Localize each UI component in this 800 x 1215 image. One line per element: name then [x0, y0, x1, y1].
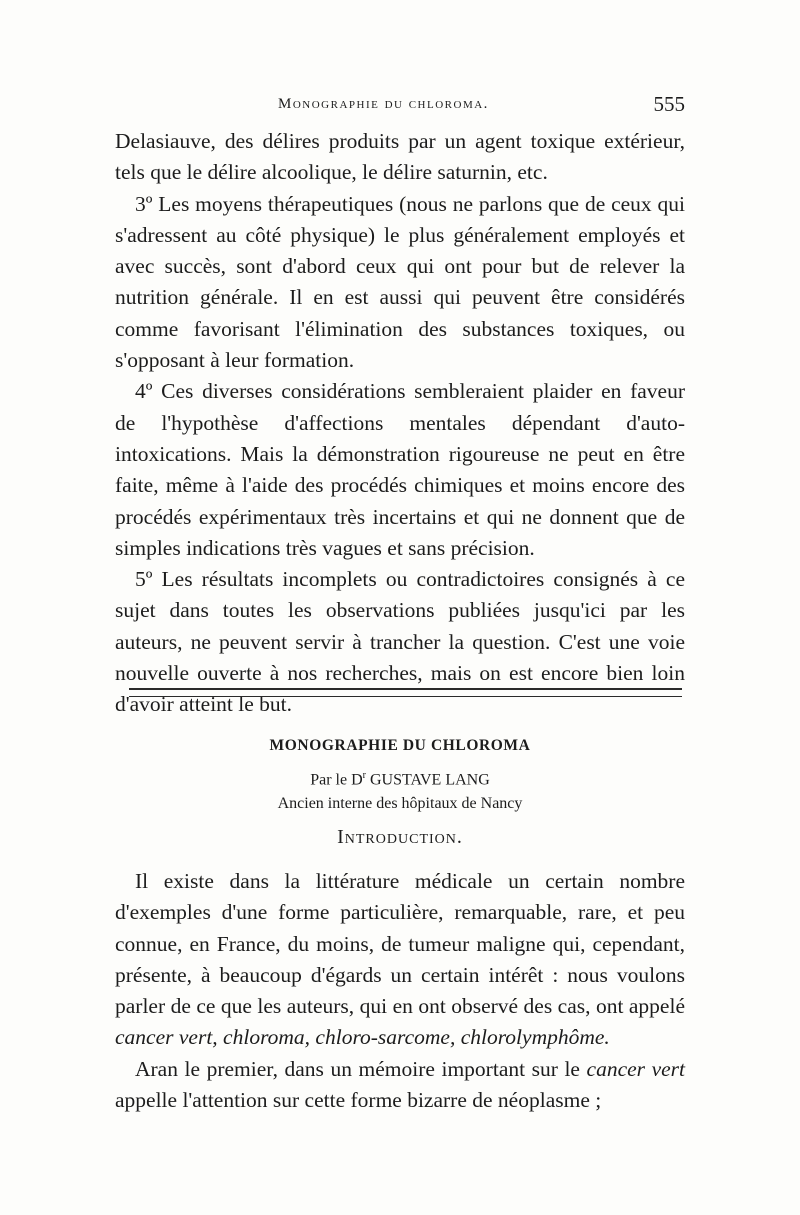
term-chloro-sarcome: chloro-sarcome,	[315, 1025, 456, 1050]
section-divider-rule	[129, 688, 682, 697]
term-chlorolymphome: chlorolymphôme.	[460, 1025, 610, 1050]
term-cancer-vert-2: cancer vert	[586, 1056, 686, 1081]
running-title: Monographie du chloroma.	[278, 96, 489, 112]
term-cancer-vert: cancer vert,	[115, 1025, 218, 1050]
author-affiliation: Ancien interne des hôpitaux de Nancy	[277, 795, 523, 812]
paragraph-point-3: 3º Les moyens thérapeutiques (nous ne parlons que de ceux qui s'adressent au côté physique) le plus généralement employés et avec succès, sont d'abord ceux qui ont pour but de relever la nutrition générale. Il en est aussi qui peuvent être considérés comme favorisant l'élimination des substances toxiques, ou s'opposant à leur formation.	[115, 191, 685, 373]
paragraph-point-5: 5º Les résultats incomplets ou contradictoires consignés à ce sujet dans toutes les observations publiées jusqu'ici par les auteurs, ne peuvent servir à trancher la question. C'est une voie nouvelle ouverte à nos recherches, mais on est encore bien loin d'avoir atteint le but.	[115, 567, 685, 717]
intro-paragraph-1	[115, 866, 685, 1054]
introduction-text	[115, 866, 685, 1116]
intro-paragraph-2	[115, 1054, 685, 1117]
paragraph-continuation: Delasiauve, des délires produits par un agent toxique extérieur, tels que le délire alcoolique, le délire saturnin, etc.	[115, 129, 685, 185]
section-heading-introduction: Introduction.	[337, 826, 463, 848]
intro-p2-text-a: Aran le premier, dans un mémoire important sur le	[135, 1056, 580, 1081]
article-title: MONOGRAPHIE DU CHLOROMA	[269, 737, 531, 754]
author-title-superscript: r	[362, 770, 366, 781]
page-number: 555	[653, 92, 685, 116]
term-chloroma: chloroma,	[223, 1025, 311, 1050]
intro-p2-text-b: appelle l'attention sur cette forme bizarre de néoplasme ;	[115, 1088, 602, 1113]
author-name: GUSTAVE LANG	[370, 771, 490, 789]
intro-p1-text: Il existe dans la littérature médicale un certain nombre d'exemples d'une forme particulière, remarquable, rare, et peu connue, en France, du moins, de tumeur maligne qui, cependant, présente, à beaucoup d'égards un certain intérêt : nous voulons parler de ce que les auteurs, qui en ont observé des cas, ont appelé	[115, 869, 685, 1019]
author-prefix: Par le D	[310, 771, 363, 789]
running-header	[115, 92, 685, 120]
paragraph-point-4: 4º Ces diverses considérations sembleraient plaider en faveur de l'hypothèse d'affections mentales dépendant d'auto-intoxications. Mais la démonstration rigoureuse ne peut en être faite, même à l'aide des procédés chimiques et moins encore des procédés expérimentaux très incertains et qui ne donnent que de simples indications très vagues et sans précision.	[115, 379, 685, 560]
author-line	[0, 770, 800, 789]
preceding-article-text	[115, 126, 685, 721]
